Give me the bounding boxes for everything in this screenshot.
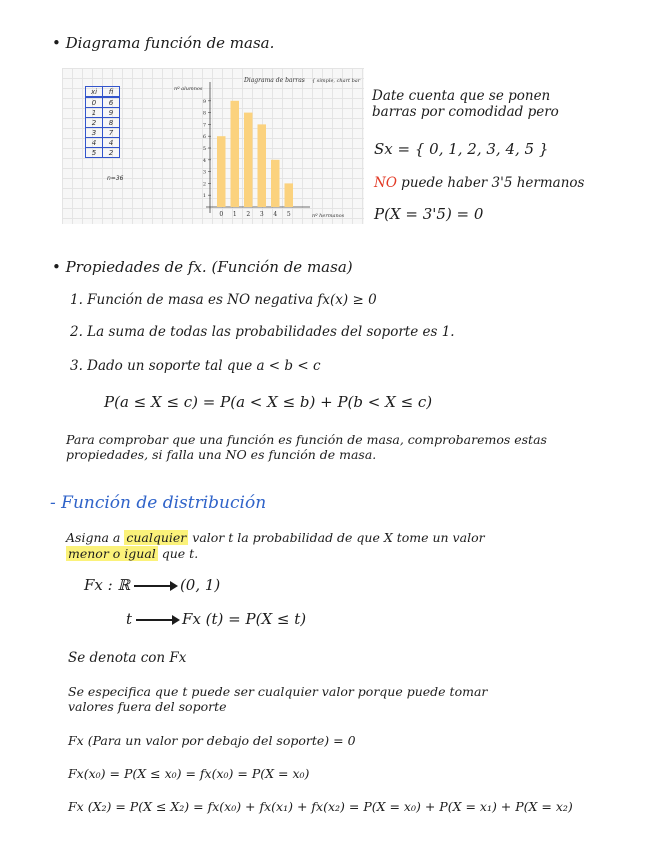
mapping-line-2 <box>126 610 306 628</box>
chart-x-tick-label: 4 <box>273 211 278 218</box>
table-total: n=36 <box>107 175 124 182</box>
map1-left: Fx : ℝ <box>84 576 130 594</box>
chart-y-tick-label: 3 <box>202 169 206 176</box>
chart-annotation: { simple, chart bar <box>312 78 361 84</box>
chart-y-tick-label: 8 <box>202 110 206 117</box>
chart-y-tick-label: 7 <box>202 122 206 129</box>
note-line-1: Date cuenta que se ponen <box>372 88 551 104</box>
table-cell: 6 <box>103 97 120 108</box>
chart-xlabel: nº hermanos <box>312 213 345 219</box>
chart-title: Diagrama de barras <box>244 77 305 84</box>
denote-line: Se denota con Fx <box>68 650 187 666</box>
chart-y-tick-label: 4 <box>202 157 206 164</box>
table-cell: 1 <box>86 108 103 118</box>
definition-line-2 <box>66 546 198 561</box>
chart-x-tick-label: 1 <box>232 211 237 218</box>
chart-x-tick-label: 2 <box>246 211 251 218</box>
no-word: NO <box>374 175 397 191</box>
chart-bar <box>217 136 226 207</box>
map2-left: t <box>126 610 133 628</box>
chart-ylabel: nº alumnos <box>174 86 203 92</box>
table-cell: 7 <box>103 128 120 138</box>
highlight-cualquier: cualquier <box>126 530 187 545</box>
chart-y-tick-label: 5 <box>202 146 206 152</box>
below-support-line: Fx (Para un valor por debajo del soporte) = 0 <box>68 733 356 748</box>
probability-zero: P(X = 3'5) = 0 <box>374 205 484 223</box>
note-no-line <box>374 175 584 191</box>
map2-right: Fx (t) = P(X ≤ t) <box>182 610 307 628</box>
property-3: 3. Dado un soporte tal que a < b < c <box>70 358 321 374</box>
chart-bar <box>258 124 267 207</box>
specify-line-1: Se especifica que t puede ser cualquier valor porque puede tomar <box>68 684 488 699</box>
map1-right: (0, 1) <box>179 576 221 594</box>
table-cell: 0 <box>86 97 103 108</box>
chart-bar <box>285 183 294 207</box>
arrow-icon <box>134 585 176 587</box>
chart-y-tick-label: 1 <box>202 193 206 200</box>
property-2: 2. La suma de todas las probabilidades del soporte es 1. <box>70 324 455 340</box>
table-cell: 8 <box>103 118 120 128</box>
chart-y-tick-label: 2 <box>202 181 206 188</box>
chart-bar <box>244 113 253 207</box>
table-header-fi: fi <box>103 87 120 98</box>
chart-y-tick-label: 6 <box>202 134 206 141</box>
def-post: que t. <box>157 546 199 561</box>
note-line-2: barras por comodidad pero <box>372 104 559 120</box>
specify-line-2: valores fuera del soporte <box>68 699 227 714</box>
section-heading-mass-diagram: • Diagrama función de masa. <box>52 34 275 52</box>
arrow-icon <box>136 619 178 621</box>
chart-x-tick-label: 5 <box>286 211 291 218</box>
property-1: 1. Función de masa es NO negativa fx(x) ≥ 0 <box>70 292 377 308</box>
formula-x0: Fx(x₀) = P(X ≤ x₀) = fx(x₀) = P(X = x₀) <box>68 766 310 781</box>
conclusion-line-1: Para comprobar que una función es función de masa, comprobaremos estas <box>66 432 547 447</box>
chart-y-tick-label: 9 <box>202 98 206 105</box>
table-cell: 5 <box>86 148 103 158</box>
def-pre: Asigna a <box>66 530 125 545</box>
table-cell: 2 <box>103 148 120 158</box>
section-heading-properties: • Propiedades de fx. (Función de masa) <box>52 258 353 276</box>
table-cell: 4 <box>86 138 103 148</box>
property-formula: P(a ≤ X ≤ c) = P(a < X ≤ b) + P(b < X ≤ c) <box>104 393 433 411</box>
chart-x-tick-label: 0 <box>219 211 224 218</box>
section-heading-distribution: - Función de distribución <box>50 493 267 513</box>
table-cell: 4 <box>103 138 120 148</box>
chart-x-tick-label: 3 <box>259 211 264 218</box>
table-cell: 2 <box>86 118 103 128</box>
table-header-xi: xi <box>86 87 103 98</box>
chart-bar <box>271 160 280 207</box>
def-mid: valor t la probabilidad de que X tome un valor <box>188 530 485 545</box>
chart-bar <box>231 101 240 207</box>
conclusion-line-2: propiedades, si falla una NO es función de masa. <box>66 447 377 462</box>
formula-x2: Fx (X₂) = P(X ≤ X₂) = fx(x₀) + fx(x₁) + fx(x₂) = P(X = x₀) + P(X = x₁) + P(X = x₂) <box>68 799 573 814</box>
mapping-line-1 <box>84 576 220 594</box>
no-rest: puede haber 3'5 hermanos <box>396 175 585 191</box>
highlight-menor-o-igual: menor o igual <box>68 546 156 561</box>
support-set: Sx = { 0, 1, 2, 3, 4, 5 } <box>374 140 549 158</box>
definition-line-1 <box>66 530 485 545</box>
table-cell: 9 <box>103 108 120 118</box>
table-cell: 3 <box>86 128 103 138</box>
